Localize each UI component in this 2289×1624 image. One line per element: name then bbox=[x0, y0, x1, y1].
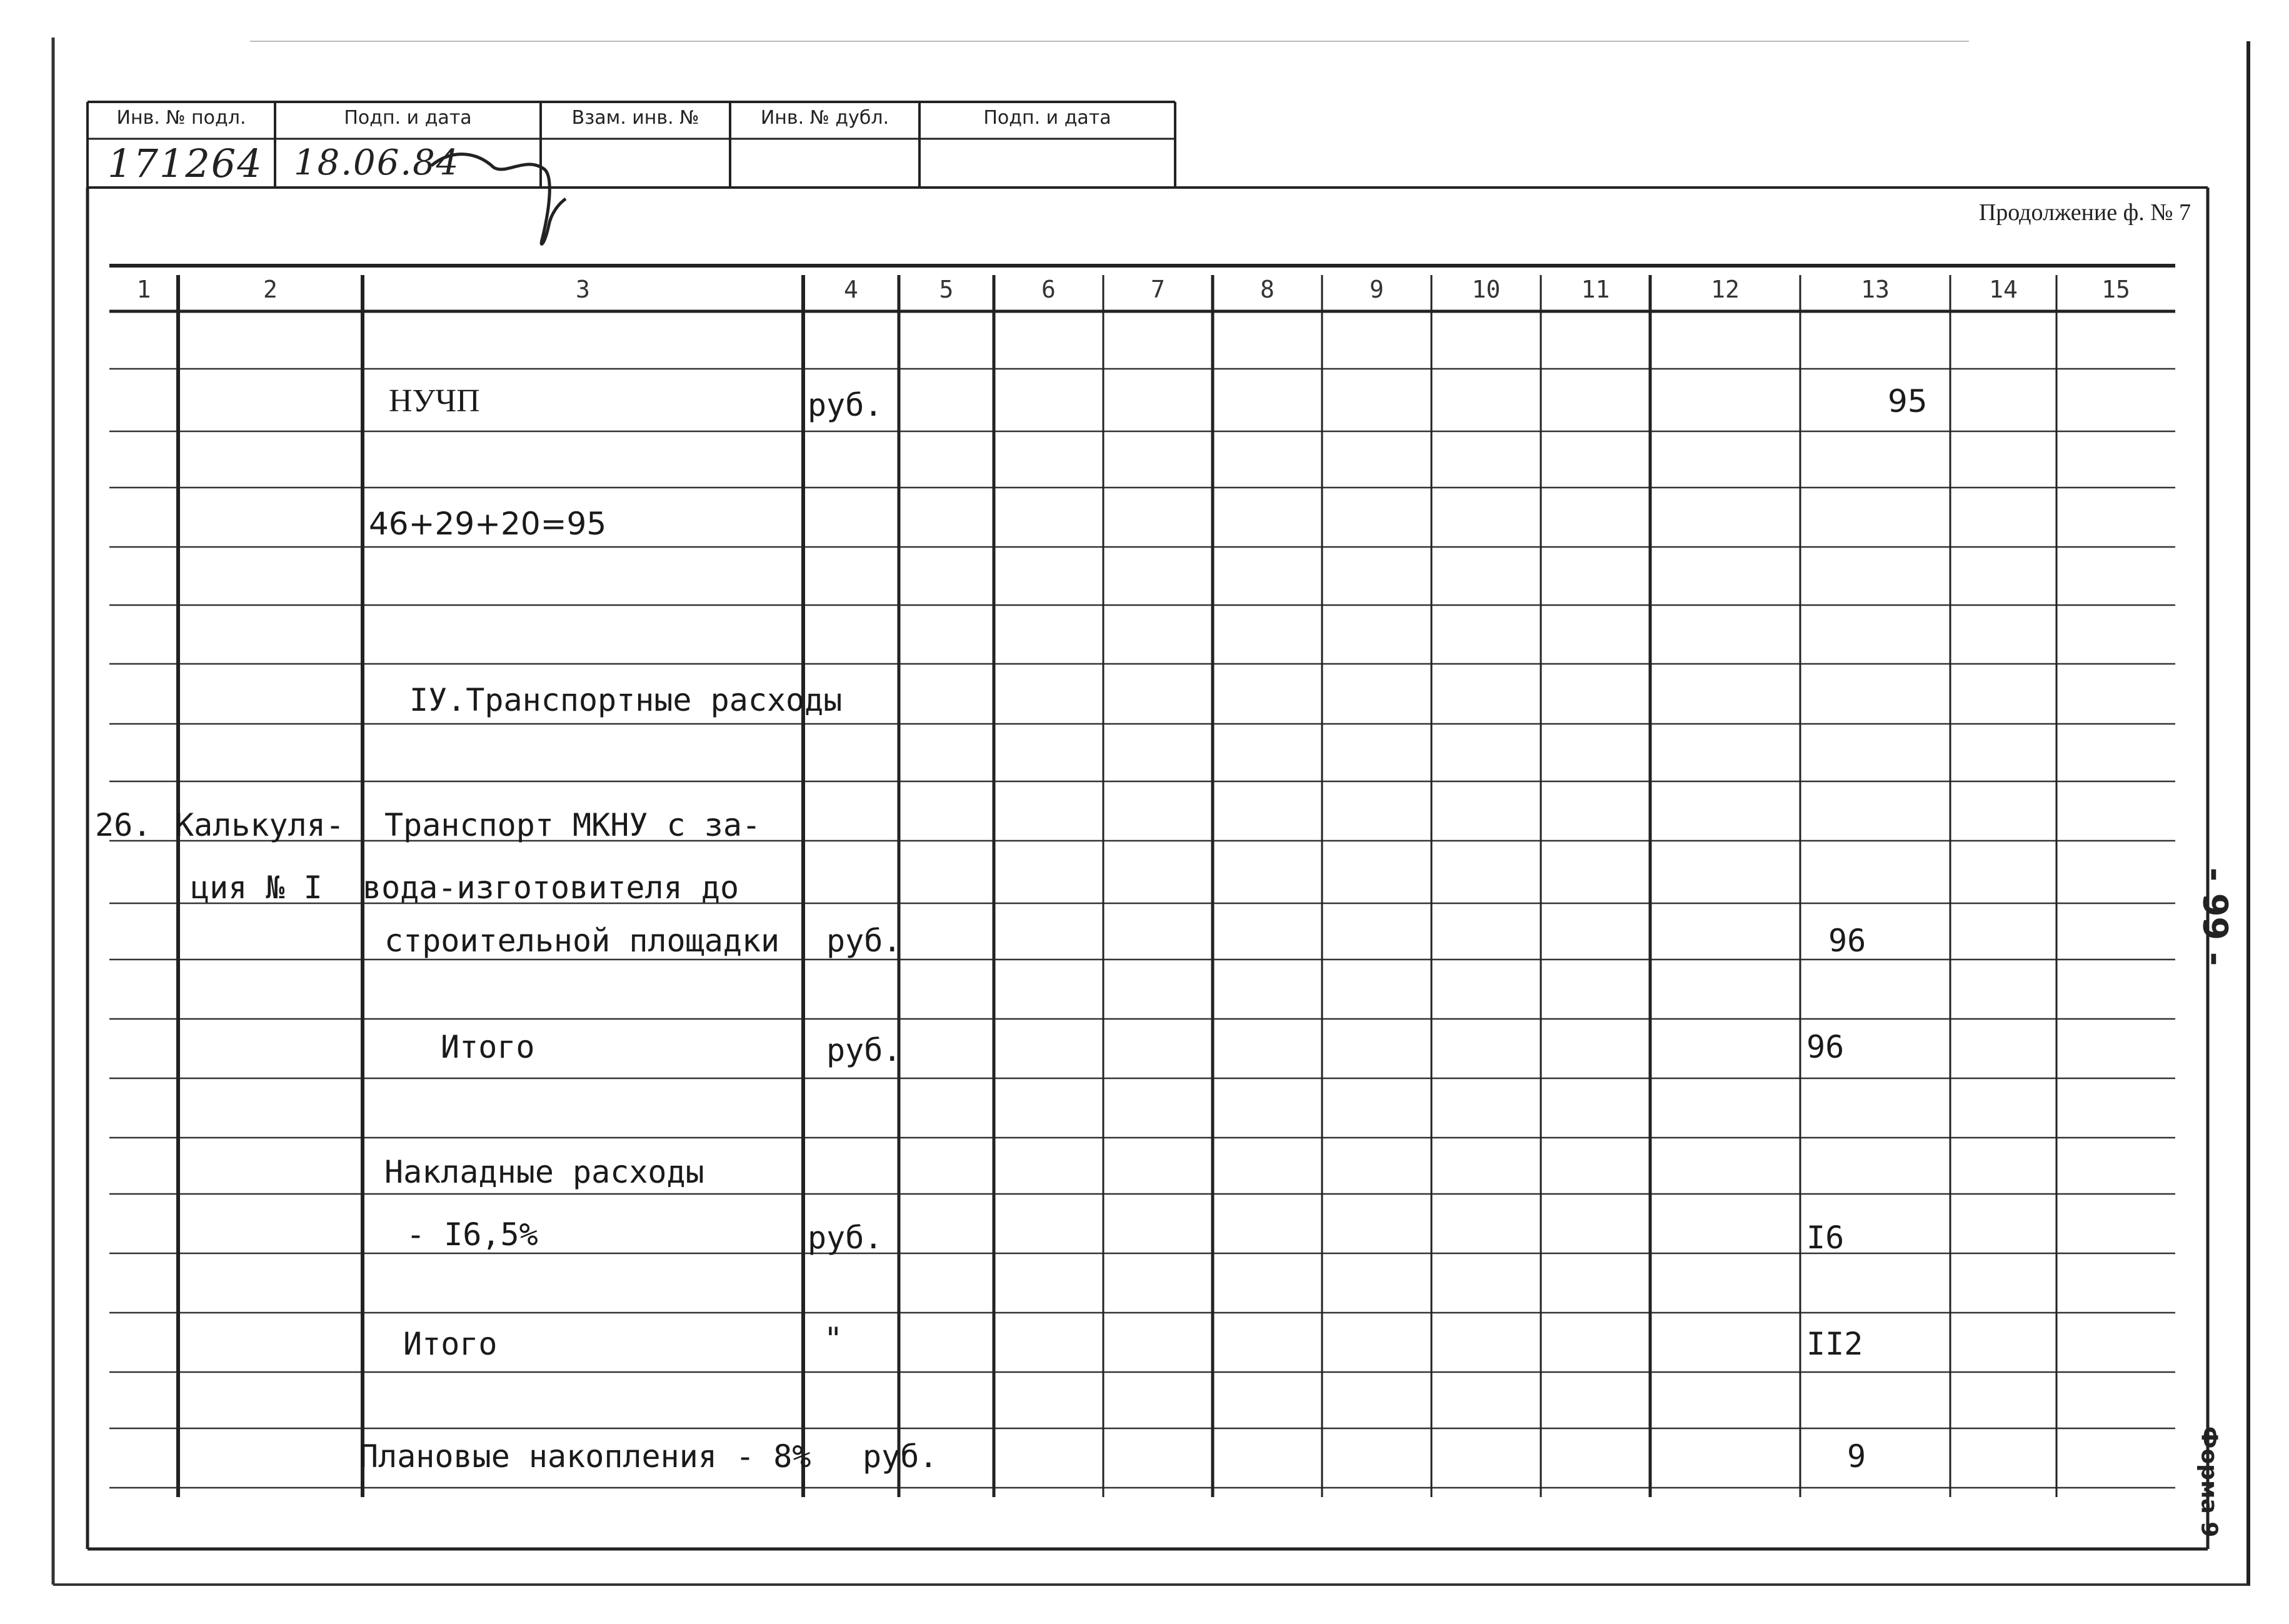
total-2-value: II2 bbox=[1806, 1326, 1863, 1362]
row-nuchp-unit: руб. bbox=[808, 387, 883, 423]
overhead-label-line2: - I6,5% bbox=[406, 1216, 538, 1253]
planned-savings-label: Плановые накопления - 8% bbox=[359, 1438, 811, 1475]
column-number: 9 bbox=[1370, 276, 1384, 303]
stamp-header-podp-data: Подп. и дата bbox=[344, 107, 472, 129]
item-26-name-line2: вода-изготовителя до bbox=[363, 870, 739, 906]
item-26-name-line1: Транспорт МКНУ с за- bbox=[384, 807, 761, 843]
column-number: 15 bbox=[2101, 276, 2130, 303]
column-number: 4 bbox=[844, 276, 858, 303]
row-formula: 46+29+20=95 bbox=[369, 506, 607, 542]
stamp-date: 18.06.84 bbox=[294, 143, 460, 183]
stamp-inv-number: 171264 bbox=[108, 141, 263, 186]
column-number: 12 bbox=[1711, 276, 1740, 303]
item-26-basis-line2: ция № I bbox=[191, 870, 323, 906]
row-nuchp-name: НУЧП bbox=[389, 383, 480, 419]
column-number: 11 bbox=[1581, 276, 1610, 303]
column-number: 8 bbox=[1260, 276, 1275, 303]
column-number: 10 bbox=[1471, 276, 1501, 303]
overhead-unit: руб. bbox=[808, 1220, 883, 1256]
form-label: Форма 9 bbox=[2196, 1426, 2222, 1538]
planned-savings-unit: руб. bbox=[863, 1438, 938, 1475]
total-2-unit: " bbox=[824, 1321, 843, 1357]
column-number: 6 bbox=[1041, 276, 1056, 303]
column-number: 7 bbox=[1151, 276, 1165, 303]
item-26-basis-line1: Калькуля- bbox=[175, 807, 344, 843]
stamp-header-inv-dubl: Инв. № дубл. bbox=[760, 107, 889, 129]
item-26-name-line3: строительной площадки bbox=[384, 923, 780, 959]
item-26-number: 26. bbox=[95, 807, 152, 843]
item-26-value: 96 bbox=[1828, 923, 1866, 959]
section-transport-heading: IУ.Транспортные расходы bbox=[409, 682, 843, 718]
stamp-header-inv-podl: Инв. № подл. bbox=[116, 107, 246, 129]
planned-savings-value: 9 bbox=[1847, 1438, 1866, 1475]
overhead-value: I6 bbox=[1806, 1220, 1845, 1256]
stamp-header-podp-data-2: Подп. и дата bbox=[983, 107, 1111, 129]
column-number: 5 bbox=[939, 276, 954, 303]
item-26-unit: руб. bbox=[826, 923, 902, 959]
row-nuchp-value: 95 bbox=[1888, 383, 1928, 419]
column-number: 13 bbox=[1861, 276, 1890, 303]
total-1-unit: руб. bbox=[826, 1032, 902, 1068]
overhead-label-line1: Накладные расходы bbox=[384, 1154, 704, 1190]
total-1-value: 96 bbox=[1806, 1029, 1845, 1065]
column-number: 2 bbox=[263, 276, 278, 303]
total-2-label: Итого bbox=[403, 1326, 498, 1362]
column-number: 3 bbox=[576, 276, 590, 303]
continuation-label: Продолжение ф. № 7 bbox=[1978, 199, 2191, 226]
column-number: 1 bbox=[136, 276, 151, 303]
total-1-label: Итого bbox=[441, 1029, 535, 1065]
column-number: 14 bbox=[1989, 276, 2018, 303]
page-number: - 99 - bbox=[2195, 867, 2235, 966]
stamp-header-vzam-inv: Взам. инв. № bbox=[571, 107, 699, 129]
